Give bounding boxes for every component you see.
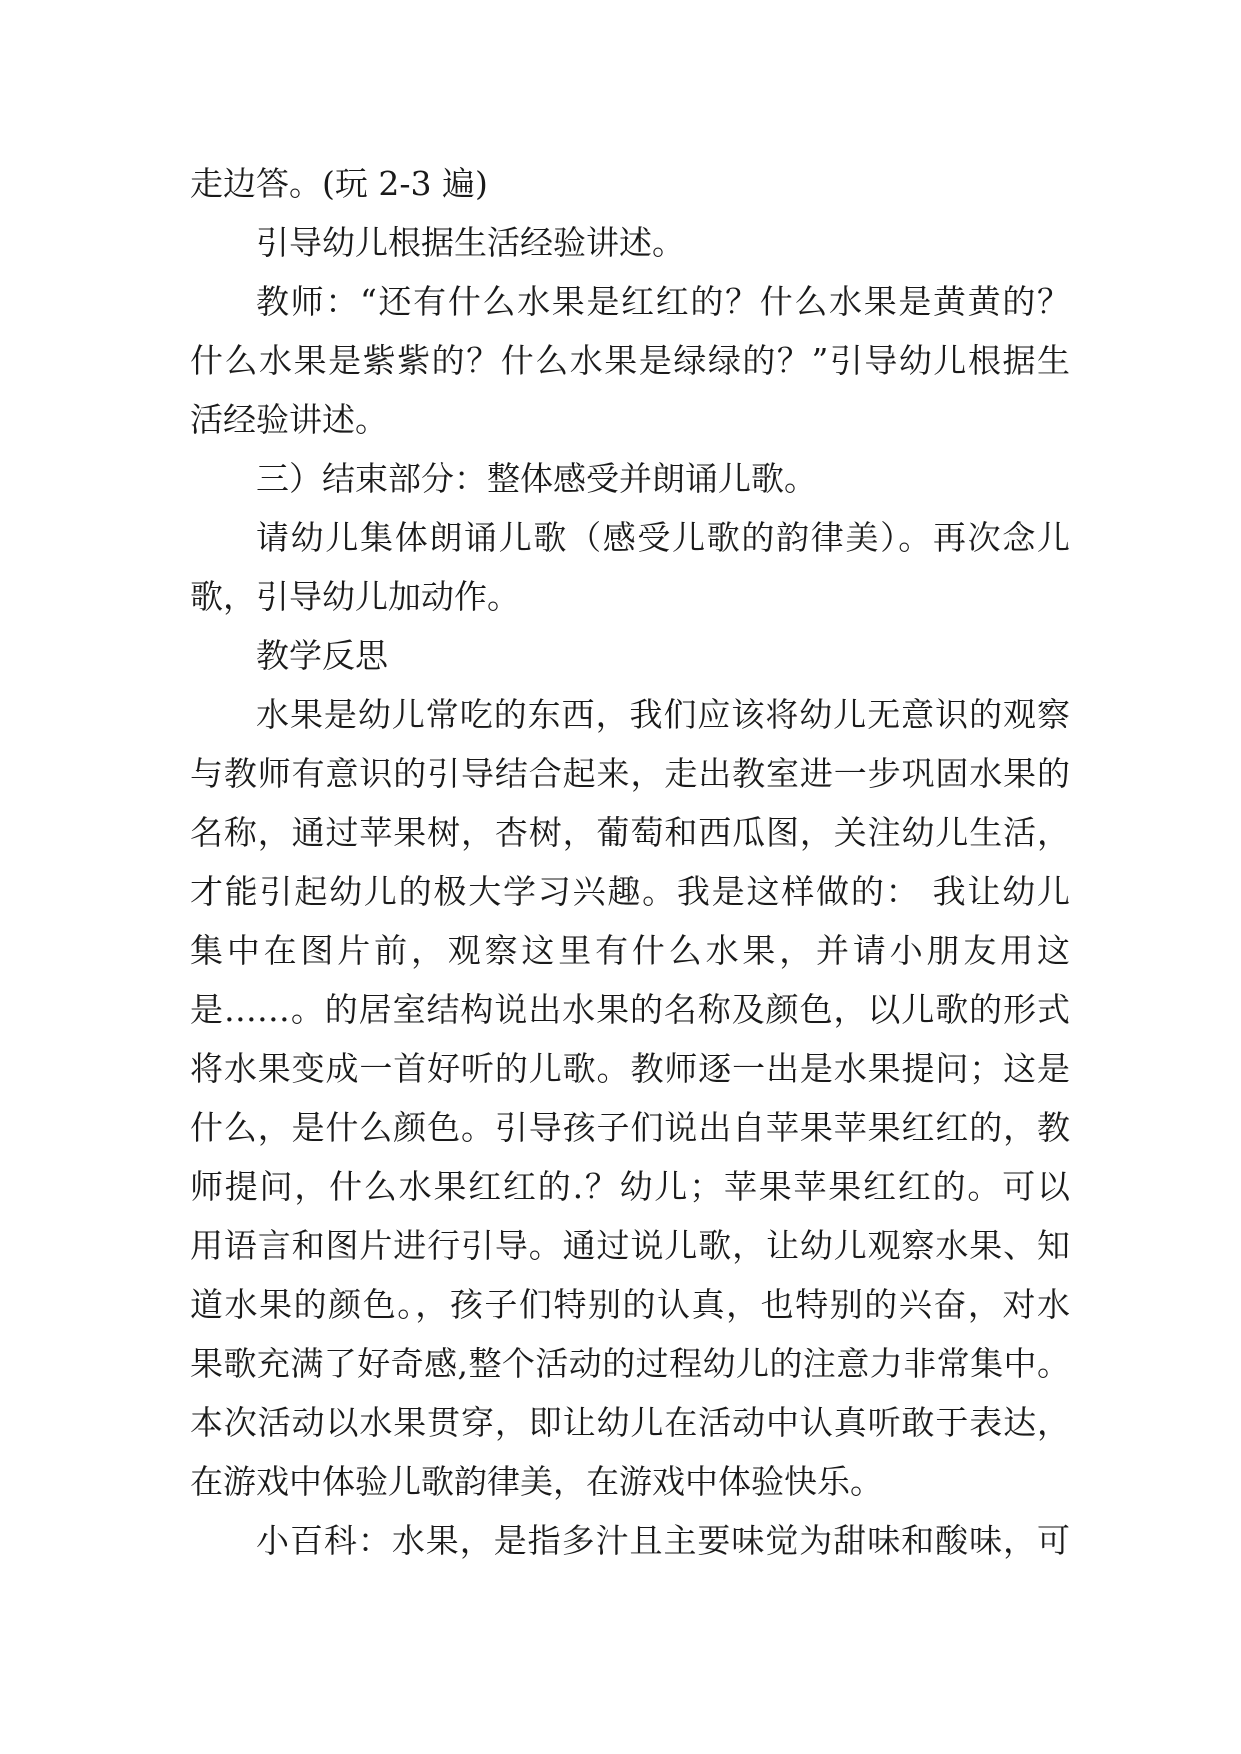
text-line: 教师：“还有什么水果是红红的？什么水果是黄黄的？ [256,282,1070,321]
text-line: 才能引起幼儿的极大学习兴趣。我是这样做的： 我让幼儿 [190,872,1070,911]
text-line: 水果是幼儿常吃的东西，我们应该将幼儿无意识的观察 [256,695,1070,734]
text-line: 是……。的居室结构说出水果的名称及颜色，以儿歌的形式 [190,990,1070,1029]
section-heading: 教学反思 [256,636,388,675]
text-line: 果歌充满了好奇感,整个活动的过程幼儿的注意力非常集中。 [190,1344,1070,1383]
text-line: 小百科：水果，是指多汁且主要味觉为甜味和酸味，可 [256,1521,1070,1560]
text-line: 师提问，什么水果红红的.？幼儿；苹果苹果红红的。可以 [190,1167,1070,1206]
text-line: 引导幼儿根据生活经验讲述。 [256,223,685,262]
text-line: 名称，通过苹果树，杏树，葡萄和西瓜图，关注幼儿生活， [190,813,1070,852]
section-heading: 三）结束部分：整体感受并朗诵儿歌。 [256,459,817,498]
text-line: 将水果变成一首好听的儿歌。教师逐一出是水果提问；这是 [190,1049,1070,1088]
text-line: 本次活动以水果贯穿，即让幼儿在活动中认真听敢于表达， [190,1403,1070,1442]
text-line: 走边答。(玩 2-3 遍) [190,164,488,203]
text-line: 道水果的颜色。，孩子们特别的认真，也特别的兴奋，对水 [190,1285,1070,1324]
text-line: 在游戏中体验儿歌韵律美，在游戏中体验快乐。 [190,1462,883,1501]
text-line: 什么水果是紫紫的？什么水果是绿绿的？”引导幼儿根据生 [190,341,1070,380]
text-line: 请幼儿集体朗诵儿歌（感受儿歌的韵律美）。再次念儿 [256,518,1070,557]
text-line: 用语言和图片进行引导。通过说儿歌，让幼儿观察水果、知 [190,1226,1070,1265]
text-line: 活经验讲述。 [190,400,388,439]
text-line: 与教师有意识的引导结合起来，走出教室进一步巩固水果的 [190,754,1070,793]
text-line: 什么，是什么颜色。引导孩子们说出自苹果苹果红红的，教 [190,1108,1070,1147]
text-line: 集中在图片前，观察这里有什么水果，并请小朋友用这 [190,931,1070,970]
text-line: 歌，引导幼儿加动作。 [190,577,520,616]
